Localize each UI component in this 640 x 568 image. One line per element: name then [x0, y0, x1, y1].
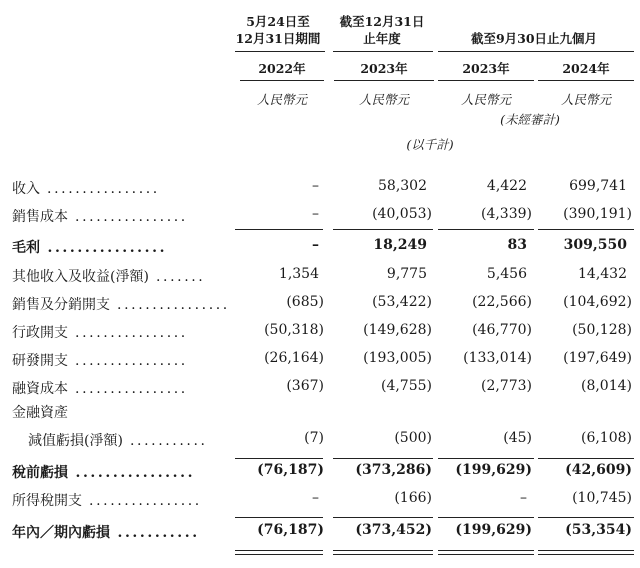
unaudited-note: (未經審計)	[500, 112, 560, 127]
total-double-rule-a2	[333, 550, 433, 551]
cell-value: (53,422)	[372, 294, 432, 310]
cell-value: (6,108)	[580, 430, 632, 446]
leader-dots: ................	[110, 297, 230, 313]
cell-value: (500)	[394, 430, 432, 446]
total-double-rule-b1	[235, 554, 323, 555]
row-label-text: 行政開支	[12, 325, 68, 341]
col3-currency: 人民幣元	[460, 92, 511, 107]
col2-header-rule	[333, 51, 433, 52]
row-label-text: 收入	[12, 181, 40, 197]
row-label	[12, 294, 230, 314]
cell-value: (26,164)	[264, 350, 324, 366]
col1-header-line2: 12月31日期間	[235, 31, 321, 46]
row-label-text: 毛利	[12, 240, 40, 256]
cell-value: (390,191)	[563, 206, 632, 222]
col3-year: 2023年	[462, 61, 510, 76]
row-label	[12, 178, 160, 198]
net-loss-rule-col3	[438, 517, 534, 518]
cell-value: (2,773)	[480, 378, 532, 394]
total-double-rule-b2	[333, 554, 433, 555]
total-double-rule-b4	[538, 554, 634, 555]
cell-value: (4,755)	[380, 378, 432, 394]
row-label	[12, 206, 188, 226]
col4-year-rule	[538, 80, 634, 81]
col1-header-line1: 5月24日至	[246, 14, 310, 29]
total-double-rule-b3	[438, 554, 534, 555]
pretax-rule-col3	[438, 458, 534, 459]
cell-value: 4,422	[486, 178, 527, 194]
cell-value: (685)	[286, 294, 324, 310]
col4-currency: 人民幣元	[560, 92, 611, 107]
cell-value: (193,005)	[363, 350, 432, 366]
cell-value: (166)	[394, 490, 432, 506]
subtotal-rule-col3	[438, 229, 534, 230]
cell-value: 58,302	[378, 178, 427, 194]
cell-value: 9,775	[386, 266, 427, 282]
nine-months-header-rule	[438, 51, 634, 52]
col2-currency: 人民幣元	[358, 92, 409, 107]
cell-value: 14,432	[578, 266, 627, 282]
leader-dots: ................	[40, 240, 168, 256]
cell-value: (8,014)	[580, 378, 632, 394]
cell-value: 1,354	[278, 266, 319, 282]
row-label	[12, 378, 188, 398]
cell-value: (76,187)	[257, 522, 324, 538]
leader-dots: ................	[68, 465, 196, 481]
row-label-text: 研發開支	[12, 353, 68, 369]
cell-value: 83	[507, 237, 527, 253]
cell-value: (104,692)	[563, 294, 632, 310]
cell-value: (22,566)	[472, 294, 532, 310]
pretax-rule-col2	[333, 458, 433, 459]
row-label-text: 融資成本	[12, 381, 68, 397]
cell-value: –	[312, 237, 319, 253]
col2-year-rule	[334, 80, 434, 81]
col4-year: 2024年	[562, 61, 610, 76]
row-label	[12, 237, 167, 257]
subtotal-rule-col2	[333, 229, 433, 230]
col2-year: 2023年	[360, 61, 408, 76]
row-label-text: 銷售及分銷開支	[12, 297, 110, 313]
total-double-rule-a3	[438, 550, 534, 551]
nine-months-header: 截至9月30日止九個月	[470, 31, 598, 46]
leader-dots: ................	[68, 353, 188, 369]
col3-year-rule	[438, 80, 534, 81]
leader-dots: ................	[68, 381, 188, 397]
row-label	[12, 462, 195, 482]
col1-year-rule	[240, 80, 324, 81]
leader-dots: ................	[68, 209, 188, 225]
leader-dots: .......	[148, 269, 206, 285]
col1-header-rule	[235, 51, 325, 52]
cell-value: 5,456	[486, 266, 527, 282]
cell-value: 699,741	[569, 178, 627, 194]
row-label	[12, 490, 202, 510]
row-label	[12, 522, 200, 542]
leader-dots: ................	[40, 181, 160, 197]
net-loss-rule-col2	[333, 517, 433, 518]
row-label	[12, 402, 68, 422]
cell-value: (197,649)	[563, 350, 632, 366]
net-loss-rule-col1	[235, 517, 323, 518]
row-label	[12, 322, 188, 342]
subtotal-rule-col1	[235, 229, 323, 230]
cell-value: (46,770)	[472, 322, 532, 338]
total-double-rule-a4	[538, 550, 634, 551]
row-label	[12, 266, 205, 286]
cell-value: –	[312, 490, 319, 506]
cell-value: (7)	[304, 430, 324, 446]
subtotal-rule-col4	[538, 229, 634, 230]
total-double-rule-a1	[235, 550, 323, 551]
cell-value: –	[312, 178, 319, 194]
col2-header-line1: 截至12月31日	[339, 14, 425, 29]
cell-value: –	[520, 490, 527, 506]
row-label-text: 減值虧損(淨額)	[28, 433, 123, 449]
cell-value: (373,452)	[355, 522, 432, 538]
leader-dots: ................	[68, 325, 188, 341]
cell-value: (199,629)	[455, 522, 532, 538]
leader-dots: ................	[82, 493, 202, 509]
leader-dots: ...........	[110, 525, 200, 541]
cell-value: (50,318)	[264, 322, 324, 338]
unit-note: (以千計)	[406, 137, 454, 152]
row-label-text: 銷售成本	[12, 209, 68, 225]
row-label-text: 稅前虧損	[12, 465, 68, 481]
cell-value: (76,187)	[257, 462, 324, 478]
pretax-rule-col4	[538, 458, 634, 459]
cell-value: (199,629)	[455, 462, 532, 478]
cell-value: (367)	[286, 378, 324, 394]
cell-value: (149,628)	[363, 322, 432, 338]
cell-value: (4,339)	[480, 206, 532, 222]
cell-value: (373,286)	[355, 462, 432, 478]
leader-dots: ...........	[122, 433, 208, 449]
cell-value: (10,745)	[572, 490, 632, 506]
cell-value: 18,249	[373, 237, 427, 253]
col2-header-line2: 止年度	[363, 31, 401, 46]
cell-value: (50,128)	[572, 322, 632, 338]
cell-value: (40,053)	[372, 206, 432, 222]
cell-value: (45)	[503, 430, 532, 446]
row-label	[12, 350, 188, 370]
cell-value: (42,609)	[565, 462, 632, 478]
pretax-rule-col1	[235, 458, 323, 459]
cell-value: (133,014)	[463, 350, 532, 366]
cell-value: (53,354)	[565, 522, 632, 538]
row-label	[28, 430, 208, 450]
col1-currency: 人民幣元	[256, 92, 307, 107]
cell-value: 309,550	[563, 237, 627, 253]
row-label-text: 其他收入及收益(淨額)	[12, 269, 149, 285]
net-loss-rule-col4	[538, 517, 634, 518]
col1-year: 2022年	[258, 61, 306, 76]
cell-value: –	[312, 206, 319, 222]
row-label-text: 年內／期內虧損	[12, 525, 110, 541]
row-label-text: 所得稅開支	[12, 493, 82, 509]
row-label-text: 金融資產	[12, 405, 68, 421]
